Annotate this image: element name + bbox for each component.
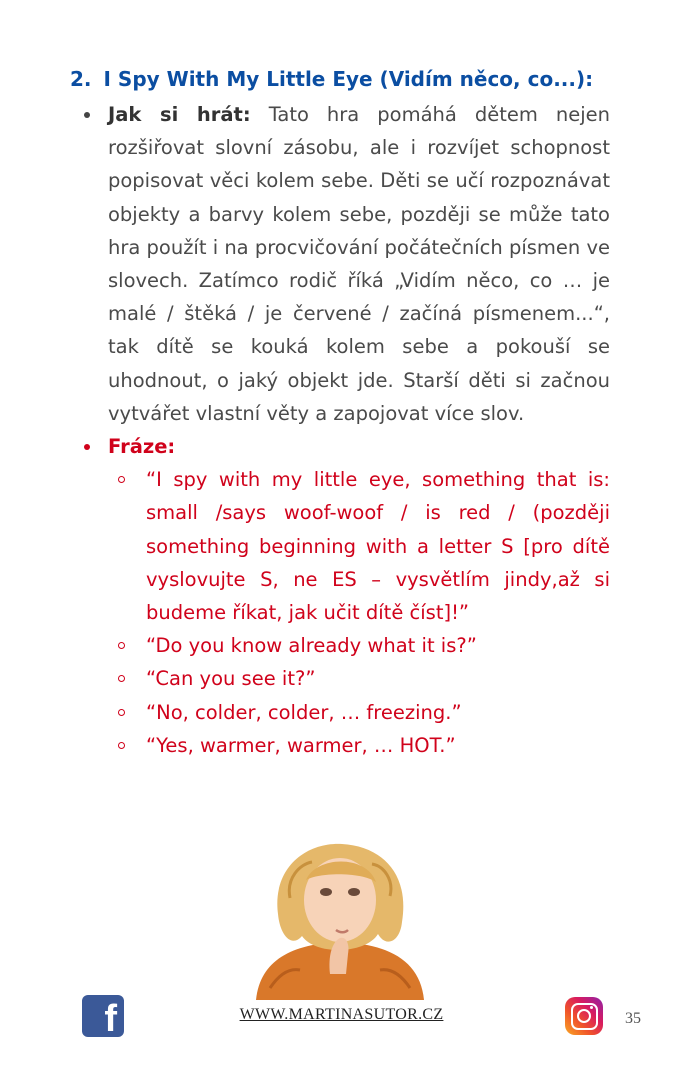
phrase-text: “No, colder, colder, … freezing.” [146, 700, 462, 724]
section-title: I Spy With My Little Eye (Vidím něco, co...): [103, 67, 594, 91]
facebook-f-glyph: f [104, 998, 117, 1040]
section-heading [70, 64, 630, 94]
thinking-child-illustration [250, 838, 430, 1000]
circle-bullet-icon [118, 476, 125, 483]
circle-bullet-icon [118, 642, 125, 649]
phrases-label: Fráze: [108, 435, 176, 459]
phrase-text: “I spy with my little eye, something that is: small /says woof-woof / is red / (později something beginning with a letter S [pro dítě vyslovujte S, ne ES – vysvětlím jindy,až si budeme říkat, jak učit dítě číst]!” [146, 468, 610, 625]
bullet-dot [84, 112, 90, 118]
phrase-text: “Yes, warmer, warmer, … HOT.” [146, 733, 456, 757]
how-to-play-label: Jak si hrát: [108, 103, 251, 126]
phrases-bullet [80, 430, 610, 463]
instagram-lens [577, 1009, 591, 1023]
phrase-item [108, 696, 610, 729]
how-to-play-bullet [80, 98, 610, 430]
phrase-item [108, 629, 610, 662]
phrase-text: “Can you see it?” [146, 667, 316, 691]
section-number: 2. [70, 67, 92, 91]
instagram-flash-dot [590, 1006, 593, 1009]
circle-bullet-icon [118, 709, 125, 716]
instagram-icon[interactable] [565, 997, 603, 1035]
page-number: 35 [625, 1010, 641, 1027]
how-to-play-paragraph [108, 98, 610, 430]
circle-bullet-icon [118, 675, 125, 682]
bullet-dot [84, 444, 90, 450]
phrase-item [108, 729, 610, 762]
how-to-play-text: Tato hra pomáhá dětem nejen rozšiřovat slovní zásobu, ale i rozvíjet schopnost popisovat věci kolem sebe. Děti se učí rozpoznávat objekty a barvy kolem sebe, později se může tato hra použít i na procvičování počátečních písmen ve slovech. Zatímco rodič říká „Vidím něco, co … je malé / štěká / je červené / začíná písmenem...“, tak dítě se kouká kolem sebe a pokouší se uhodnout, o jaký objekt jde. Starší děti si začnou vytvářet vlastní věty a zapojovat více slov. [108, 103, 610, 425]
phrase-text: “Do you know already what it is?” [146, 634, 477, 658]
website-link[interactable]: WWW.MARTINASUTOR.CZ [239, 1006, 444, 1023]
phrase-item [108, 662, 610, 695]
circle-bullet-icon [118, 742, 125, 749]
section-body [80, 98, 610, 762]
phrase-item [108, 463, 610, 629]
